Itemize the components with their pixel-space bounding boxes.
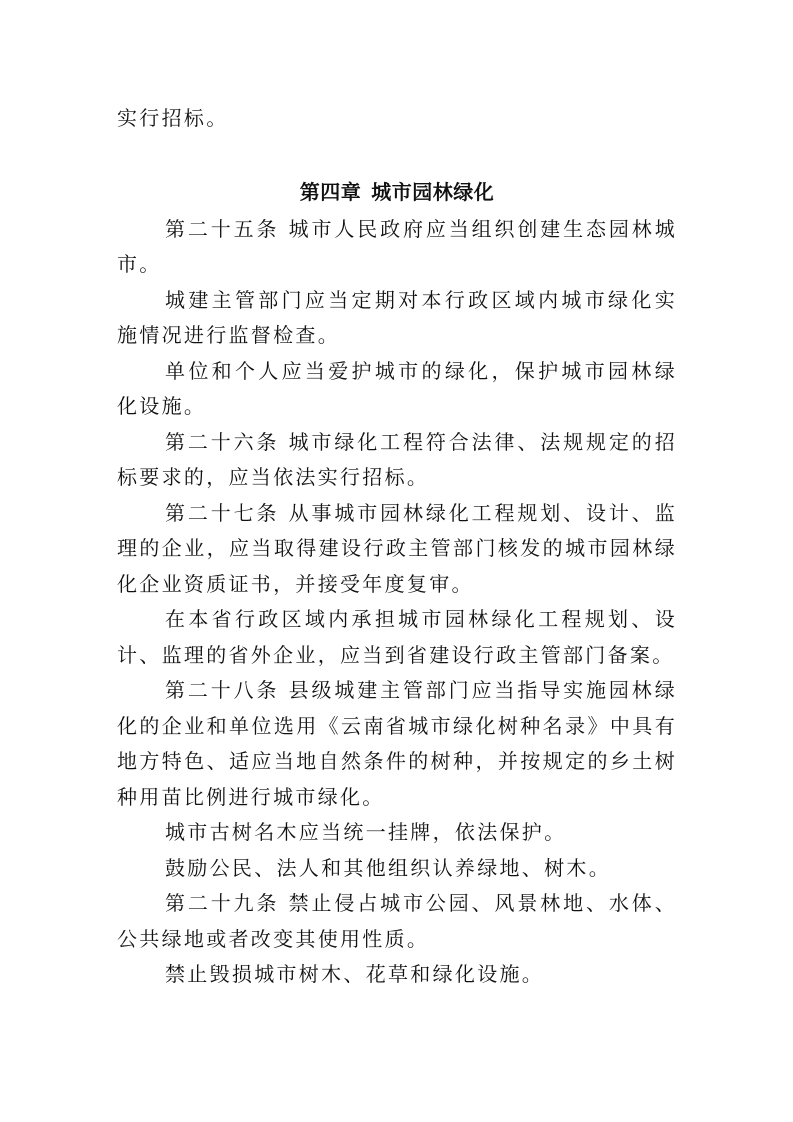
chapter-title: 城市园林绿化 (371, 179, 495, 204)
chapter-heading (117, 174, 677, 210)
article-28-para-2: 城市古树名木应当统一挂牌，依法保护。 (165, 820, 567, 844)
article-26: 第二十六条 城市绿化工程符合法律、法规规定的招标要求的，应当依法实行招标。 (117, 429, 677, 489)
article-25: 第二十五条 城市人民政府应当组织创建生态园林城市。 (117, 216, 677, 276)
chapter-number: 第四章 (299, 179, 362, 204)
article-25-para-3: 单位和个人应当爱护城市的绿化，保护城市园林绿化设施。 (117, 358, 677, 418)
article-29-para-2: 禁止毁损城市树木、花草和绿化设施。 (165, 962, 545, 986)
article-27-para-2: 在本省行政区域内承担城市园林绿化工程规划、设计、监理的省外企业，应当到省建设行政主管部门备案。 (117, 607, 677, 667)
article-29: 第二十九条 禁止侵占城市公园、风景林地、水体、公共绿地或者改变其使用性质。 (117, 891, 677, 951)
article-27: 第二十七条 从事城市园林绿化工程规划、设计、监理的企业，应当取得建设行政主管部门核发的城市园林绿化企业资质证书，并接受年度复审。 (117, 500, 677, 596)
article-28-para-3: 鼓励公民、法人和其他组织认养绿地、树木。 (165, 855, 611, 880)
article-25-para-2: 城建主管部门应当定期对本行政区域内城市绿化实施情况进行监督检查。 (117, 287, 677, 347)
article-28: 第二十八条 县级城建主管部门应当指导实施园林绿化的企业和单位选用《云南省城市绿化树种名录》中具有地方特色、适应当地自然条件的树种，并按规定的乡土树种用苗比例进行城市绿化。 (117, 678, 677, 809)
continuation-line: 实行招标。 (117, 106, 229, 130)
document-body (117, 101, 677, 993)
